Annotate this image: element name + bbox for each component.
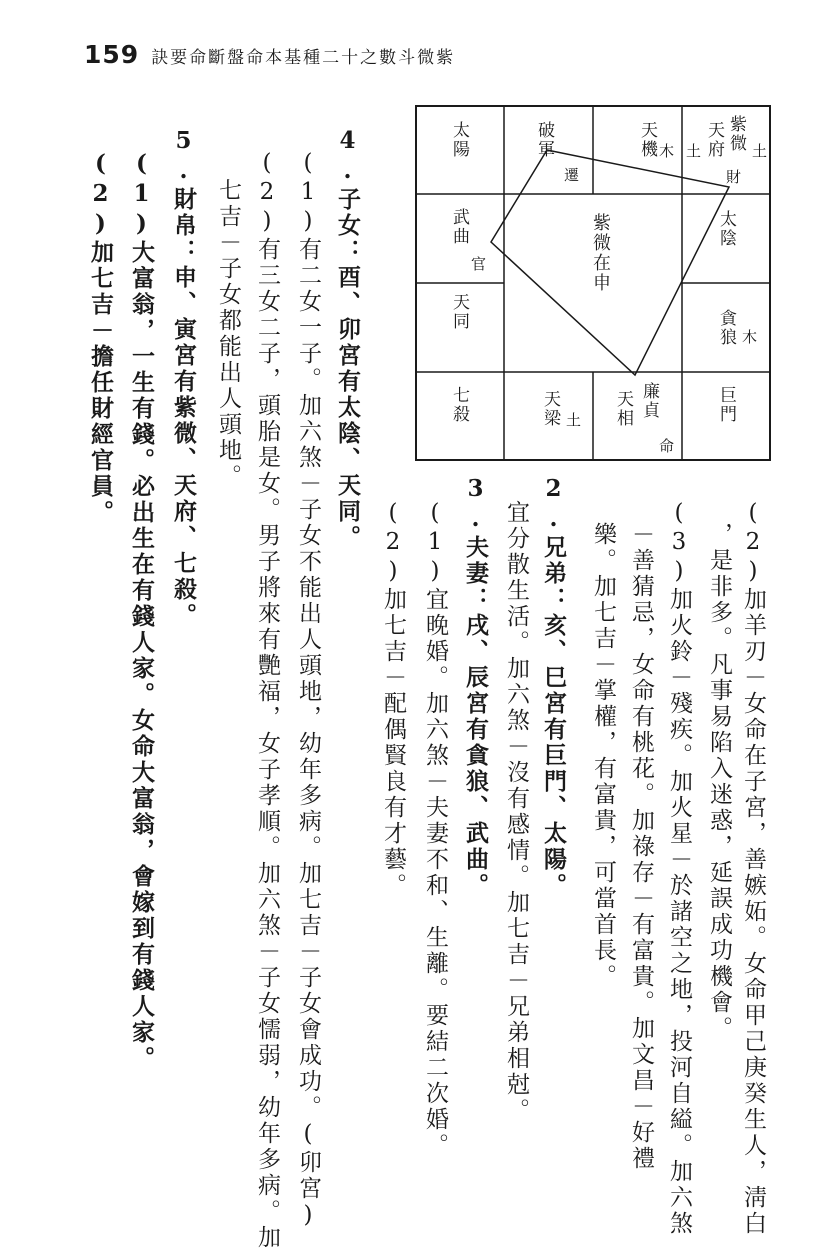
star-label: 七殺 xyxy=(449,386,469,424)
star-label: 天梁 xyxy=(540,390,560,428)
element-label: 土 xyxy=(566,411,582,429)
text-column: (1)宜晚婚。加六煞－夫妻不和、生離。要結二次婚。 xyxy=(422,500,448,1159)
text-column: 宜分散生活。加六煞－沒有感情。加七吉－兄弟相尅。 xyxy=(503,500,529,1124)
palace-label: 財 xyxy=(726,168,742,186)
text-column: ，是非多。凡事易陷入迷惑，延誤成功機會。 xyxy=(706,522,732,1042)
star-label: 太陽 xyxy=(449,121,469,159)
cell-si xyxy=(415,105,504,194)
cell-chen xyxy=(415,194,504,283)
star-label: 武曲 xyxy=(449,208,469,246)
text-column: (1)大富翁，一生有錢。必出生在有錢人家。女命大富翁，會嫁到有錢人家。 xyxy=(128,150,155,1072)
text-column: (1)有二女一子。加六煞－子女不能出人頭地，幼年多病。加七吉－子女會成功。(卯宮) xyxy=(295,150,321,1231)
star-label: 貪狼 xyxy=(716,309,736,347)
star-label: 太陰 xyxy=(716,210,736,248)
star-label: 紫微 xyxy=(726,115,746,153)
text-column: (2)有三女二子，頭胎是女。男子將來有艷福，女子孝順。加六煞－子女懦弱，幼年多病。加 xyxy=(254,150,280,1251)
palace-label: 遷 xyxy=(564,166,580,184)
text-column: －善猜忌，女命有桃花。加祿存－有富貴。加文昌－好禮 xyxy=(628,522,654,1172)
star-label: 天同 xyxy=(449,293,469,331)
cell-wu xyxy=(504,105,593,194)
star-label: 天機 xyxy=(637,121,657,159)
cell-you xyxy=(682,194,771,283)
element-label: 土 xyxy=(752,142,768,160)
palace-label: 命 xyxy=(659,437,675,455)
element-label: 木 xyxy=(742,328,758,346)
page-header xyxy=(84,40,455,70)
text-column: (2)加七吉－配偶賢良有才藝。 xyxy=(380,500,406,899)
section-heading: 5.財帛：申、寅宮有紫微、天府、七殺。 xyxy=(170,127,197,629)
cell-wei xyxy=(593,105,682,194)
section-heading: 2.兄弟：亥、巳宮有巨門、太陽。 xyxy=(540,475,567,899)
text-column: (3)加火鈴－殘疾。加火星－於諸空之地，投河自縊。加六煞 xyxy=(666,500,692,1237)
cell-zi xyxy=(593,372,682,461)
star-label: 破軍 xyxy=(534,121,554,159)
section-heading: 4.子女：酉、卯宮有太陰、天同。 xyxy=(334,127,361,551)
cell-yin xyxy=(415,372,504,461)
star-label: 巨門 xyxy=(716,386,736,424)
cell-shen xyxy=(682,105,771,194)
cell-chou xyxy=(504,372,593,461)
text-column: (2)加七吉－擔任財經官員。 xyxy=(87,150,114,526)
section-heading: 3.夫妻：戌、辰宮有貪狼、武曲。 xyxy=(462,475,489,899)
cell-mao xyxy=(415,283,504,372)
cell-xu xyxy=(682,283,771,372)
text-column: (2)加羊刃－女命在子宮，善嫉妬。女命甲己庚癸生人，淸白 xyxy=(740,500,766,1237)
element-label: 木 xyxy=(659,142,675,160)
page-number: 159 xyxy=(84,40,140,69)
star-label: 天府 xyxy=(704,121,724,159)
text-column: 樂。加七吉－掌權，有富貴，可當首長。 xyxy=(590,522,616,990)
book-title: 訣要命斷盤命本基種二十之數斗微紫 xyxy=(151,48,456,68)
text-column: 七吉－子女都能出人頭地。 xyxy=(215,178,241,490)
element-label: 土 xyxy=(686,142,702,160)
cell-hai xyxy=(682,372,771,461)
palace-label: 官 xyxy=(471,255,487,273)
star-label: 廉貞 xyxy=(639,382,659,420)
star-label: 天相 xyxy=(613,390,633,428)
palace-chart xyxy=(415,105,771,461)
center-label: 紫微在申 xyxy=(590,213,611,293)
